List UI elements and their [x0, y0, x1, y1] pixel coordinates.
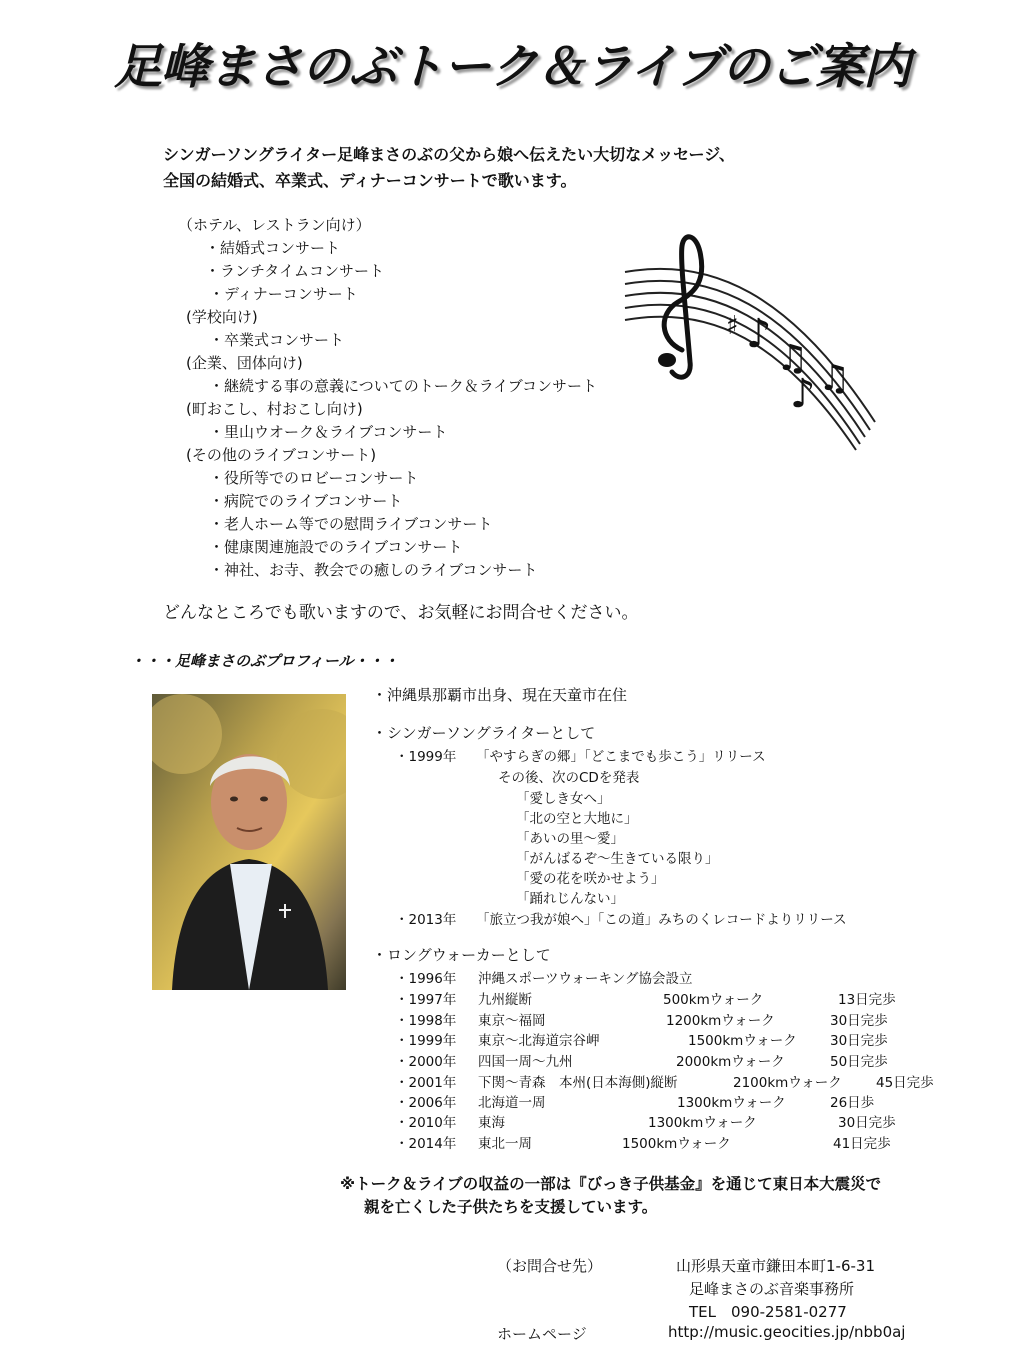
- walk-year: ・1996年: [395, 971, 457, 987]
- contact-address: 山形県天童市鎌田本町1-6-31: [676, 1257, 876, 1275]
- walk-distance: 1300kmウォーク: [648, 1115, 757, 1131]
- page-title: 足峰まさのぶトーク＆ライブのご案内: [113, 39, 911, 95]
- service-item: ・ディナーコンサート: [209, 285, 358, 303]
- cd-title: 「愛しき女へ」: [516, 791, 611, 807]
- profile-origin: ・沖縄県那覇市出身、現在天童市在住: [372, 686, 628, 704]
- intro-line-1: シンガーソングライター足峰まさのぶの父から娘へ伝えたい大切なメッセージ、: [163, 145, 735, 164]
- contact-invitation: どんなところでも歌いますので、お気軽にお問合せください。: [163, 603, 639, 623]
- cd-title: 「愛の花を咲かせよう」: [516, 871, 665, 887]
- walk-year: ・2014年: [395, 1136, 457, 1152]
- release-text: 「旅立つ我が娘へ」「この道」みちのくレコードよりリリース: [476, 912, 847, 928]
- contact-label: （お問合せ先）: [497, 1257, 603, 1275]
- service-item: ・健康関連施設でのライブコンサート: [209, 538, 463, 556]
- walk-distance: 2100kmウォーク: [733, 1075, 842, 1091]
- walk-distance: 1300kmウォーク: [677, 1095, 786, 1111]
- walker-heading: ・ロングウォーカーとして: [372, 946, 551, 964]
- service-category: (その他のライブコンサート): [186, 446, 377, 464]
- walk-year: ・1997年: [395, 992, 457, 1008]
- charity-note-line-2: 親を亡くした子供たちを支援しています。: [364, 1198, 658, 1216]
- contact-tel: TEL 090-2581-0277: [689, 1303, 847, 1321]
- walk-days: 13日完歩: [838, 992, 896, 1008]
- cd-title: 「がんばるぞ～生きている限り」: [516, 851, 719, 867]
- charity-note-line-1: ※トーク＆ライブの収益の一部は『びっき子供基金』を通じて東日本大震災で: [340, 1175, 882, 1193]
- walk-route: 下関～青森 本州(日本海側)縦断: [478, 1075, 678, 1091]
- cd-intro: その後、次のCDを発表: [498, 770, 640, 786]
- cd-title: 「あいの里～愛」: [516, 831, 624, 847]
- svg-text:♫: ♫: [776, 338, 809, 379]
- service-item: ・ランチタイムコンサート: [205, 262, 384, 280]
- service-item: ・老人ホーム等での慰問ライブコンサート: [209, 515, 493, 533]
- music-staff-illustration: [620, 222, 890, 452]
- service-item: ・結婚式コンサート: [205, 239, 341, 257]
- service-category: (学校向け): [186, 308, 258, 326]
- singer-heading: ・シンガーソングライターとして: [372, 724, 596, 742]
- walk-year: ・1998年: [395, 1013, 457, 1029]
- service-item: ・卒業式コンサート: [209, 331, 345, 349]
- release-year: ・1999年: [395, 749, 457, 765]
- walk-distance: 1500kmウォーク: [688, 1033, 797, 1049]
- walk-route: 沖縄スポーツウォーキング協会設立: [478, 971, 693, 987]
- walk-days: 30日完歩: [830, 1013, 888, 1029]
- walk-days: 30日完歩: [830, 1033, 888, 1049]
- walk-days: 26日歩: [830, 1095, 875, 1111]
- walk-distance: 1500kmウォーク: [622, 1136, 731, 1152]
- service-item: ・役所等でのロビーコンサート: [209, 469, 419, 487]
- walk-route: 九州縦断: [478, 992, 532, 1008]
- svg-text:♪: ♪: [746, 311, 772, 357]
- service-category: (企業、団体向け): [186, 354, 303, 372]
- service-category: （ホテル、レストラン向け）: [178, 216, 371, 234]
- walk-days: 45日完歩: [876, 1075, 934, 1091]
- walk-route: 東京～北海道宗谷岬: [478, 1033, 600, 1049]
- walk-year: ・2001年: [395, 1075, 457, 1091]
- svg-text:♪: ♪: [790, 371, 816, 417]
- service-item: ・里山ウオーク＆ライブコンサート: [209, 423, 448, 441]
- release-text: 「やすらぎの郷」「どこまでも歩こう」リリース: [476, 749, 766, 765]
- profile-heading: ・・・足峰まさのぶプロフィール・・・: [130, 652, 399, 670]
- svg-text:♫: ♫: [818, 358, 851, 399]
- walk-distance: 2000kmウォーク: [676, 1054, 785, 1070]
- service-item: ・神社、お寺、教会での癒しのライブコンサート: [209, 561, 538, 579]
- profile-photo: [152, 694, 346, 990]
- walk-distance: 500kmウォーク: [663, 992, 764, 1008]
- service-category: (町おこし、村おこし向け): [186, 400, 363, 418]
- walk-route: 四国一周～九州: [478, 1054, 573, 1070]
- walk-year: ・1999年: [395, 1033, 457, 1049]
- intro-line-2: 全国の結婚式、卒業式、ディナーコンサートで歌います。: [163, 171, 577, 190]
- walk-distance: 1200kmウォーク: [666, 1013, 775, 1029]
- walk-year: ・2010年: [395, 1115, 457, 1131]
- svg-text:♯: ♯: [726, 311, 739, 341]
- walk-days: 30日完歩: [838, 1115, 896, 1131]
- walk-route: 東京～福岡: [478, 1013, 546, 1029]
- walk-year: ・2000年: [395, 1054, 457, 1070]
- walk-days: 41日完歩: [833, 1136, 891, 1152]
- walk-route: 東北一周: [478, 1136, 532, 1152]
- release-year: ・2013年: [395, 912, 457, 928]
- service-item: ・病院でのライブコンサート: [209, 492, 403, 510]
- service-item: ・継続する事の意義についてのトーク＆ライブコンサート: [209, 377, 598, 395]
- walk-route: 北海道一周: [478, 1095, 546, 1111]
- cd-title: 「踊れじんない」: [516, 891, 624, 907]
- walk-year: ・2006年: [395, 1095, 457, 1111]
- homepage-link[interactable]: http://music.geocities.jp/nbb0aj: [668, 1323, 906, 1341]
- cd-title: 「北の空と大地に」: [516, 811, 638, 827]
- contact-office: 足峰まさのぶ音楽事務所: [689, 1280, 855, 1298]
- walk-days: 50日完歩: [830, 1054, 888, 1070]
- homepage-label: ホームページ: [497, 1325, 587, 1343]
- walk-route: 東海: [478, 1115, 505, 1131]
